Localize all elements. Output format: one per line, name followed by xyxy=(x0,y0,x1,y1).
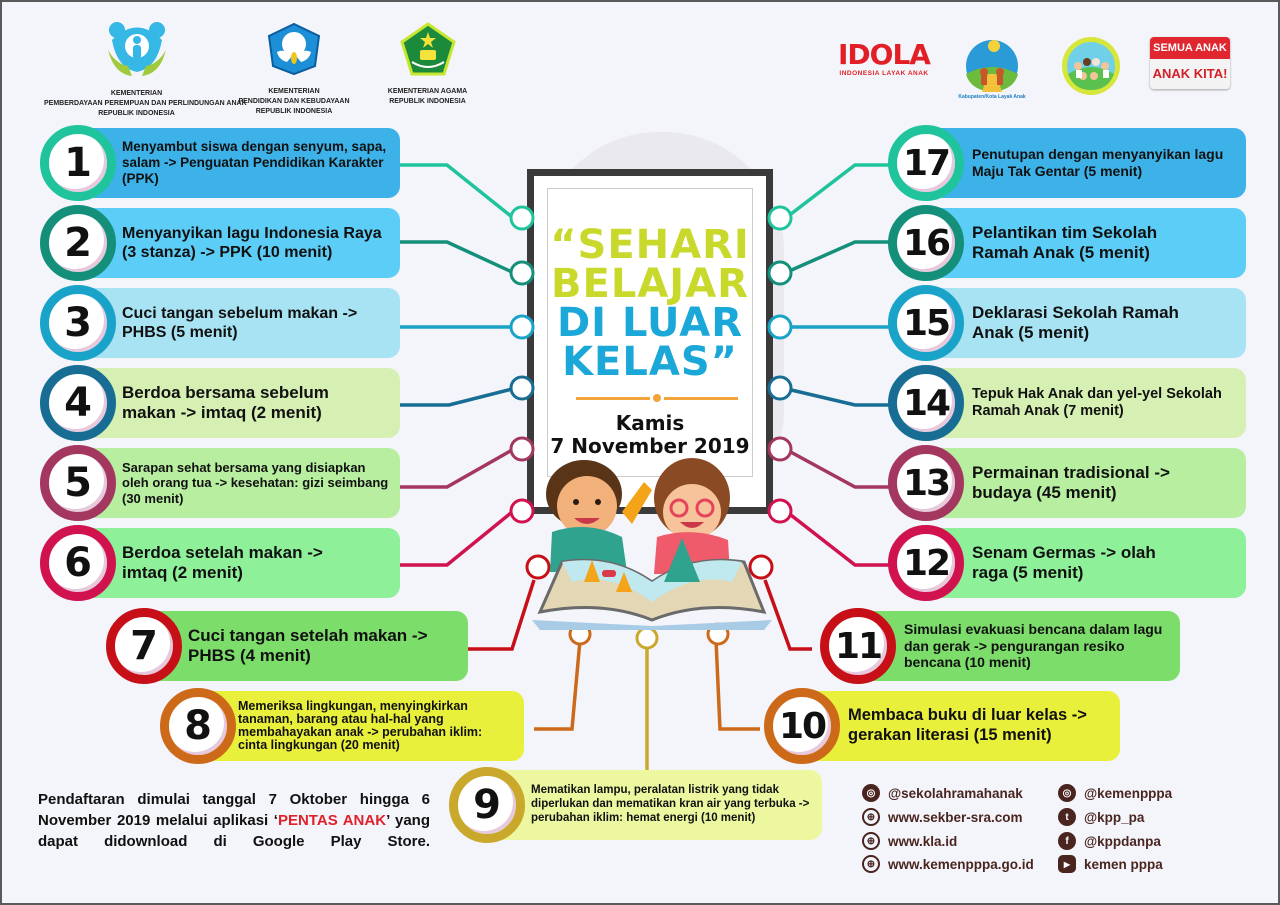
kemenpppa-caption-1: KEMENTERIAN xyxy=(110,90,163,97)
title-kelas: KELAS xyxy=(562,339,711,385)
kemendikbud-caption-2: PENDIDIKAN DAN KEBUDAYAAN xyxy=(238,98,350,105)
title-line-3: DI LUAR xyxy=(556,300,744,346)
facebook-icon: f xyxy=(1058,832,1076,850)
item-5-number-badge: 5 xyxy=(40,445,116,521)
social-label: www.sekber-sra.com xyxy=(888,809,1023,825)
svg-text:Kabupaten/Kota Layak Anak: Kabupaten/Kota Layak Anak xyxy=(958,94,1026,100)
item-11-text: Simulasi evakuasi bencana dalam lagu dan gerak -> pengurangan resiko bencana (10 menit) xyxy=(904,620,1163,671)
app-name-highlight: PENTAS ANAK xyxy=(277,812,387,829)
semua-anak-top: SEMUA ANAK xyxy=(1150,37,1230,59)
kids-reading-book-illustration xyxy=(532,442,772,642)
kemenag-caption-1: KEMENTERIAN AGAMA xyxy=(387,88,468,95)
idola-subtitle: INDONESIA LAYAK ANAK xyxy=(839,70,929,77)
item-16-text: Pelantikan tim Sekolah Ramah Anak (5 menit) xyxy=(972,222,1158,262)
title-line-2: BELAJAR xyxy=(551,261,749,307)
item-7-number-badge: 7 xyxy=(106,608,182,684)
kemenag-caption-2: REPUBLIK INDONESIA xyxy=(389,98,466,105)
item-4-number-badge: 4 xyxy=(40,365,116,441)
item-15-text: Deklarasi Sekolah Ramah Anak (5 menit) xyxy=(972,302,1179,342)
semua-anak-bottom: ANAK KITA! xyxy=(1150,59,1230,89)
item-14-number-badge: 14 xyxy=(888,365,964,441)
item-17-text: Penutupan dengan menyanyikan lagu Maju Tak Gentar (5 menit) xyxy=(972,146,1224,179)
item-1-number-badge: 1 xyxy=(40,125,116,201)
item-9-number-badge: 9 xyxy=(449,767,525,843)
social-label: @sekolahramahanak xyxy=(888,785,1023,801)
title-open-quote: “ xyxy=(550,222,578,268)
title-close-quote: ” xyxy=(710,339,738,385)
item-17-number-badge: 17 xyxy=(888,125,964,201)
item-12-number-badge: 12 xyxy=(888,525,964,601)
globe-icon: ⊕ xyxy=(862,855,880,873)
globe-icon: ⊕ xyxy=(862,832,880,850)
item-8-text: Memeriksa lingkungan, menyingkirkan tanaman, barang atau hal-hal yang membahayakan anak -> perubahan iklim: cinta lingkungan (20 menit) xyxy=(238,698,483,753)
kemenpppa-caption-3: REPUBLIK INDONESIA xyxy=(98,110,175,117)
instagram-icon: ◎ xyxy=(1058,784,1076,802)
item-2-number-badge: 2 xyxy=(40,205,116,281)
registration-text-pre: Pendaftaran dimulai tanggal 7 Oktober hingga 6 November 2019 melalui aplikasi ‘ xyxy=(38,791,430,829)
kemendikbud-caption-1: KEMENTERIAN xyxy=(268,88,320,95)
item-14-text: Tepuk Hak Anak dan yel-yel Sekolah Ramah Anak (7 menit) xyxy=(972,385,1222,419)
item-15-number-badge: 15 xyxy=(888,285,964,361)
item-3-text: Cuci tangan sebelum makan -> PHBS (5 menit) xyxy=(122,304,358,341)
title-sehari: SEHARI xyxy=(577,222,750,268)
item-3-number-badge: 3 xyxy=(40,285,116,361)
item-10-number-badge: 10 xyxy=(764,688,840,764)
social-label: @kpp_pa xyxy=(1084,809,1145,825)
idola-title: IDOLA xyxy=(838,38,930,71)
item-6-number-badge: 6 xyxy=(40,525,116,601)
item-4-text: Berdoa bersama sebelum makan -> imtaq (2 menit) xyxy=(122,382,329,422)
item-11-number-badge: 11 xyxy=(820,608,896,684)
item-9-text: Mematikan lampu, peralatan listrik yang tidak diperlukan dan mematikan kran air yang terbuka -> perubahan iklim: hemat energi (10 menit) xyxy=(531,784,810,824)
item-7-text: Cuci tangan setelah makan -> PHBS (4 menit) xyxy=(188,625,428,665)
globe-icon: ⊕ xyxy=(862,808,880,826)
social-label: www.kla.id xyxy=(888,833,958,849)
twitter-icon: t xyxy=(1058,808,1076,826)
event-day: Kamis xyxy=(615,411,685,435)
item-5-text: Sarapan sehat bersama yang disiapkan oleh orang tua -> kesehatan: gizi seimbang (30 menit) xyxy=(122,459,389,506)
item-1-text: Menyambut siswa dengan senyum, sapa, salam -> Penguatan Pendidikan Karakter (PPK) xyxy=(122,138,387,187)
social-label: kemen pppa xyxy=(1084,856,1163,872)
item-8-number-badge: 8 xyxy=(160,688,236,764)
social-label: www.kemenpppa.go.id xyxy=(888,856,1034,872)
event-date: 7 November 2019 xyxy=(550,434,750,458)
kemendikbud-caption-3: REPUBLIK INDONESIA xyxy=(255,108,333,115)
item-16-number-badge: 16 xyxy=(888,205,964,281)
item-13-text: Permainan tradisional -> budaya (45 menit) xyxy=(972,462,1170,502)
item-13-number-badge: 13 xyxy=(888,445,964,521)
registration-text-post: ’ yang dapat didownload di Google Play Store. xyxy=(38,812,430,850)
social-label: @kemenpppa xyxy=(1084,785,1173,801)
social-label: @kppdanpa xyxy=(1084,833,1161,849)
youtube-icon: ▶ xyxy=(1058,855,1076,873)
item-6-text: Berdoa setelah makan -> imtaq (2 menit) xyxy=(122,542,323,582)
item-12-text: Senam Germas -> olah raga (5 menit) xyxy=(972,542,1156,582)
item-10-text: Membaca buku di luar kelas -> gerakan literasi (15 menit) xyxy=(848,706,1087,744)
instagram-icon: ◎ xyxy=(862,784,880,802)
item-2-text: Menyanyikan lagu Indonesia Raya (3 stanza) -> PPK (10 menit) xyxy=(122,224,382,261)
kemenpppa-caption-2: PEMBERDAYAAN PEREMPUAN DAN PERLINDUNGAN ANAK xyxy=(44,100,247,107)
